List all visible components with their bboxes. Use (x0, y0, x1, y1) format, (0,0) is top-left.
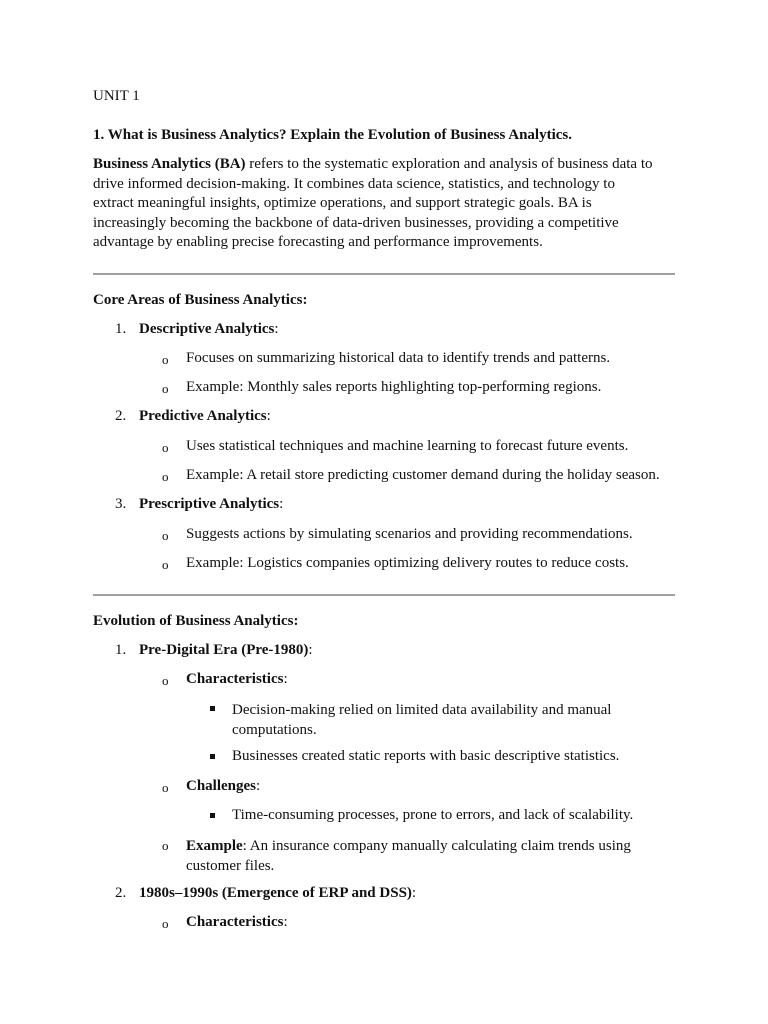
square-bullet-icon (210, 706, 215, 711)
intro-line-2: drive informed decision-making. It combines data science, statistics, and technology to (93, 175, 615, 192)
core-item-bullet: Example: A retail store predicting customer demand during the holiday season. (186, 467, 660, 483)
section-divider (93, 594, 675, 596)
core-item-title (139, 496, 283, 513)
intro-line-4: increasingly becoming the backbone of data-driven businesses, providing a competitive (93, 214, 619, 231)
core-item-colon: : (279, 496, 284, 512)
core-item-colon: : (274, 321, 279, 337)
circle-bullet-icon: o (162, 780, 169, 795)
circle-bullet-icon: o (162, 528, 169, 543)
circle-bullet-icon: o (162, 440, 169, 455)
circle-bullet-icon: o (162, 469, 169, 484)
era-title-colon: : (308, 642, 313, 658)
intro-paragraph (93, 155, 678, 253)
era-title-text: Pre-Digital Era (Pre-1980) (139, 642, 309, 658)
era-example (186, 836, 631, 876)
circle-bullet-icon: o (162, 673, 169, 688)
characteristics-label: Characteristics (186, 671, 284, 687)
challenge-item: Time-consuming processes, prone to errors, and lack of scalability. (232, 807, 634, 823)
intro-term: Business Analytics (BA) (93, 156, 246, 172)
characteristic-line: Decision-making relied on limited data availability and manual (232, 702, 612, 718)
challenges-colon: : (256, 778, 261, 794)
characteristic-item (232, 700, 611, 740)
intro-line-1: refers to the systematic exploration and analysis of business data to (245, 156, 653, 172)
example-line: : An insurance company manually calculating claim trends using (242, 838, 631, 854)
era-title (139, 885, 416, 902)
characteristics-colon: : (283, 914, 288, 930)
era-number: 1. (115, 642, 127, 658)
core-item-title-text: Predictive Analytics (139, 408, 267, 424)
circle-bullet-icon: o (162, 916, 169, 931)
example-line: customer files. (186, 858, 275, 874)
core-item-title-text: Prescriptive Analytics (139, 496, 280, 512)
core-item-bullet: Example: Logistics companies optimizing delivery routes to reduce costs. (186, 555, 629, 571)
characteristics-colon: : (283, 671, 288, 687)
intro-line-5: advantage by enabling precise forecasting and performance improvements. (93, 234, 543, 250)
intro-line-3: extract meaningful insights, optimize operations, and support strategic goals. BA is (93, 195, 592, 211)
circle-bullet-icon: o (162, 352, 169, 367)
square-bullet-icon (210, 754, 215, 759)
core-item-number: 3. (115, 496, 127, 512)
core-item-bullet: Focuses on summarizing historical data to identify trends and patterns. (186, 350, 611, 366)
core-item-title-text: Descriptive Analytics (139, 321, 275, 337)
era-subheading (186, 671, 288, 688)
core-item-bullet: Example: Monthly sales reports highlighting top-performing regions. (186, 379, 602, 395)
characteristic-item: Businesses created static reports with basic descriptive statistics. (232, 748, 620, 764)
section-divider (93, 273, 675, 275)
core-item-bullet: Uses statistical techniques and machine learning to forecast future events. (186, 438, 629, 454)
challenges-label: Challenges (186, 778, 257, 794)
core-item-title (139, 408, 271, 425)
circle-bullet-icon: o (162, 381, 169, 396)
core-areas-heading: Core Areas of Business Analytics: (93, 292, 308, 308)
era-subheading (186, 914, 288, 931)
example-label: Example (186, 838, 243, 854)
era-title (139, 642, 313, 659)
era-subheading (186, 778, 260, 795)
evolution-heading: Evolution of Business Analytics: (93, 613, 299, 629)
core-item-title (139, 321, 279, 338)
core-item-bullet: Suggests actions by simulating scenarios and providing recommendations. (186, 526, 633, 542)
characteristics-label: Characteristics (186, 914, 284, 930)
question-title: 1. What is Business Analytics? Explain the Evolution of Business Analytics. (93, 127, 573, 143)
square-bullet-icon (210, 813, 215, 818)
era-title-colon: : (411, 885, 417, 901)
core-item-number: 2. (115, 408, 127, 424)
circle-bullet-icon: o (162, 557, 169, 572)
era-title-text: 1980s–1990s (Emergence of ERP and DSS) (139, 885, 412, 901)
characteristic-line: computations. (232, 722, 317, 738)
era-number: 2. (115, 885, 127, 901)
circle-bullet-icon: o (162, 838, 169, 853)
unit-label: UNIT 1 (93, 88, 140, 104)
core-item-number: 1. (115, 321, 127, 337)
core-item-colon: : (266, 408, 271, 424)
